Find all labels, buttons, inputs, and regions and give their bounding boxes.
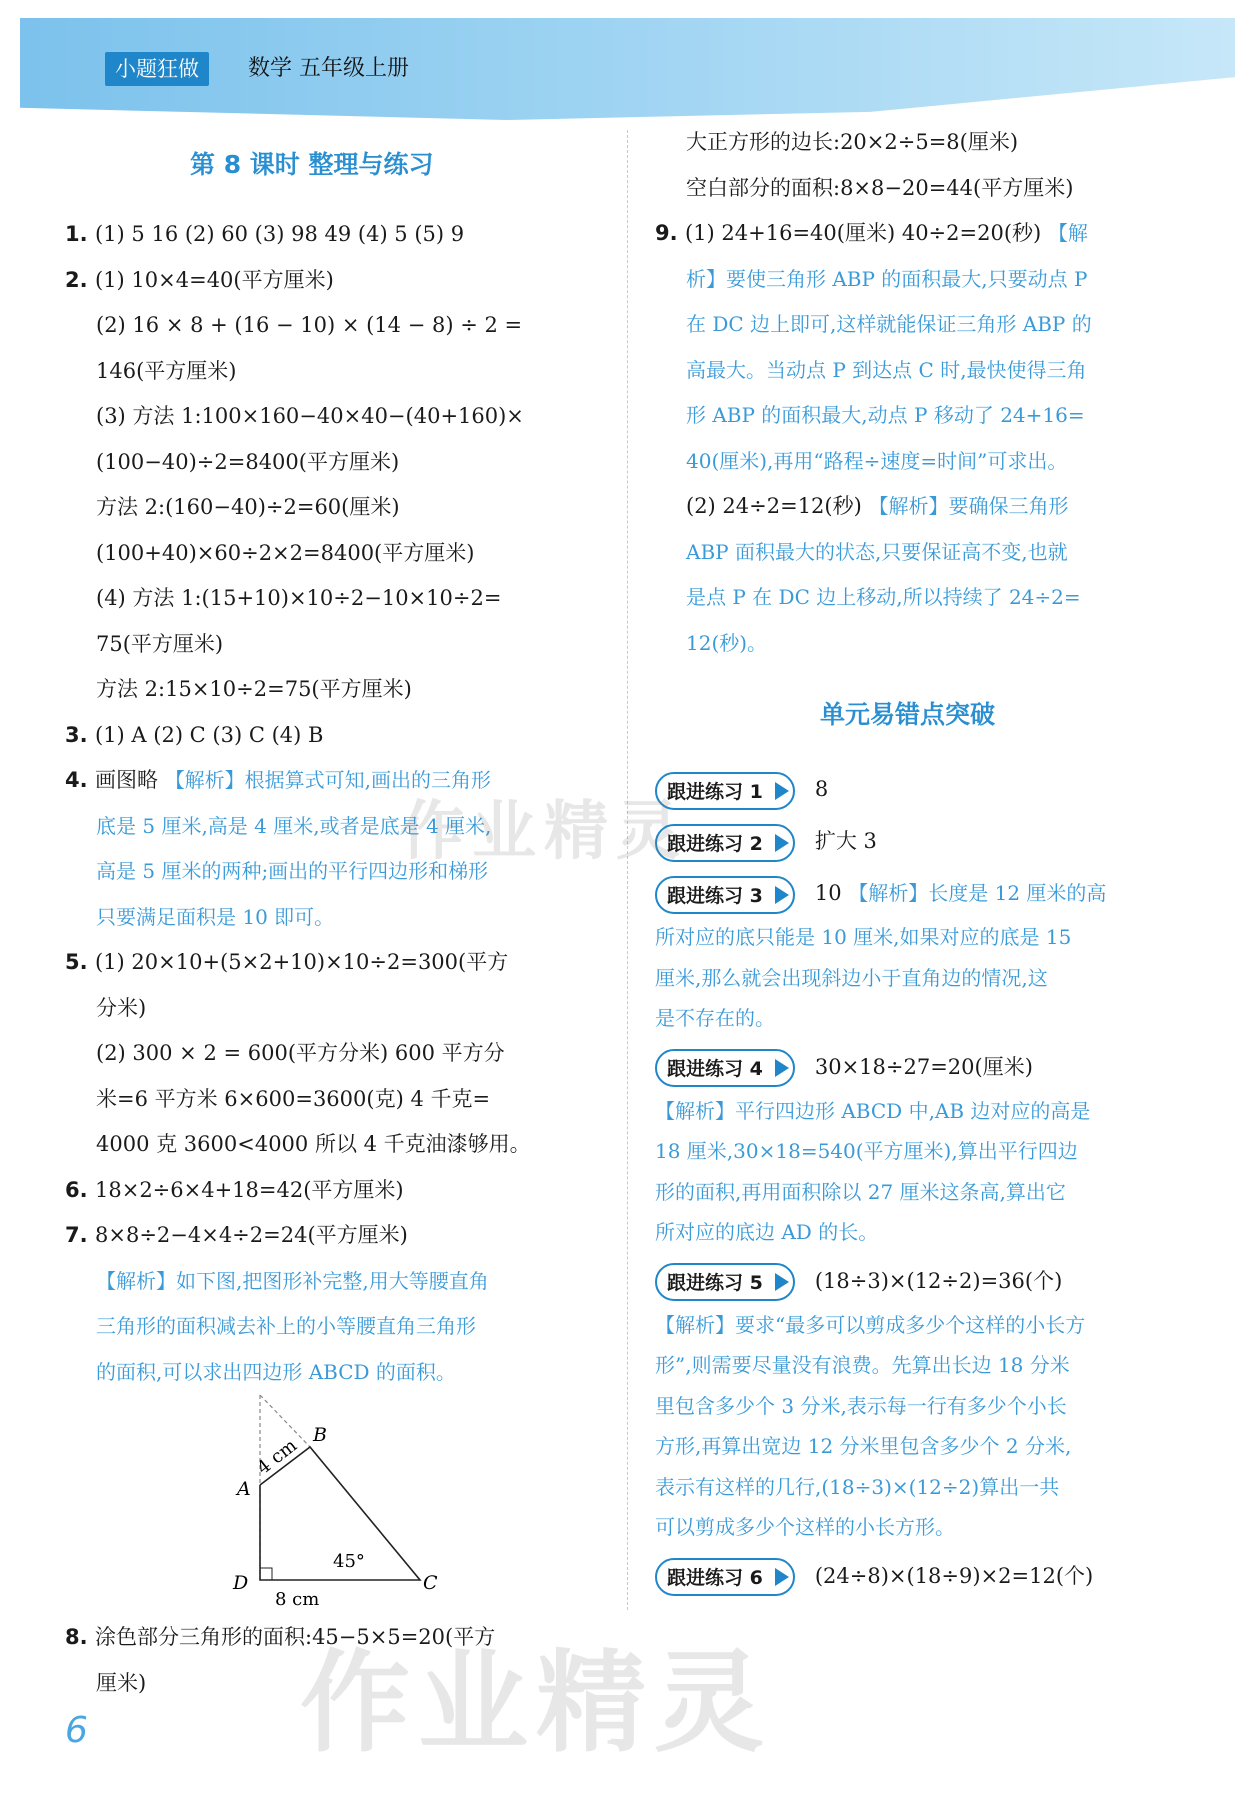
left-line bbox=[65, 1304, 605, 1350]
answer-text: (1) 10×4=40(平方厘米) bbox=[95, 267, 334, 292]
followup-explanation-line bbox=[655, 1345, 1195, 1386]
followup-explanation-line bbox=[655, 1386, 1195, 1427]
label-c: C bbox=[423, 1572, 438, 1594]
right-line bbox=[655, 302, 1195, 348]
answer-text: (1) A (2) C (3) C (4) B bbox=[95, 722, 324, 747]
followup-label-4: 跟进练习 4 bbox=[655, 1049, 795, 1087]
followup-explanation-line bbox=[655, 1426, 1195, 1467]
followup-explanation-line bbox=[655, 1172, 1195, 1213]
followup-explanation-line bbox=[655, 917, 1195, 958]
answer-text: 大正方形的边长:20×2÷5=8(厘米) bbox=[686, 130, 1019, 154]
page-number: 6 bbox=[65, 1710, 88, 1751]
followup-answer: 10 bbox=[814, 881, 842, 905]
left-line bbox=[65, 576, 605, 622]
answer-text: 画图略 bbox=[95, 768, 158, 792]
right-line bbox=[655, 393, 1195, 439]
right-line bbox=[655, 484, 1195, 530]
answer-text: (2) 16 × 8 + (16 − 10) × (14 − 8) ÷ 2 = bbox=[96, 313, 523, 337]
explanation-text: 方形,再算出宽边 12 分米里包含多少个 2 分米, bbox=[655, 1434, 1072, 1458]
explanation-text: 【解析】长度是 12 厘米的高 bbox=[848, 881, 1107, 905]
explanation-text: 三角形的面积减去补上的小等腰直角三角形 bbox=[96, 1314, 476, 1338]
answer-text: (2) 24÷2=12(秒) bbox=[686, 494, 862, 518]
question-number: 6. bbox=[65, 1177, 88, 1202]
right-column-top bbox=[655, 120, 1195, 666]
right-line bbox=[655, 530, 1195, 576]
left-line bbox=[65, 531, 605, 577]
question-number: 8. bbox=[65, 1625, 88, 1649]
left-line bbox=[65, 485, 605, 531]
left-line bbox=[65, 349, 605, 395]
followup-explanation-line bbox=[655, 1091, 1195, 1132]
right-line bbox=[655, 257, 1195, 303]
label-d: D bbox=[233, 1572, 249, 1594]
left-line bbox=[65, 303, 605, 349]
explanation-text: 是点 P 在 DC 边上移动,所以持续了 24÷2= bbox=[686, 585, 1081, 609]
right-line bbox=[655, 621, 1195, 667]
left-line bbox=[65, 258, 605, 304]
followup-item bbox=[655, 765, 1195, 813]
answer-text: 146(平方厘米) bbox=[96, 358, 237, 383]
series-tag: 小题狂做 bbox=[105, 52, 209, 86]
answer-text: 米=6 平方米 6×600=3600(克) 4 千克= bbox=[96, 1086, 491, 1111]
explanation-text: 厘米,那么就会出现斜边小于直角边的情况,这 bbox=[655, 965, 1048, 990]
followup-label-1: 跟进练习 1 bbox=[655, 772, 795, 810]
left-line bbox=[65, 1122, 605, 1168]
question-number: 7. bbox=[65, 1223, 88, 1247]
left-line bbox=[65, 1213, 605, 1259]
explanation-text: 表示有这样的几行,(18÷3)×(12÷2)算出一共 bbox=[655, 1474, 1060, 1499]
question-number: 4. bbox=[65, 768, 88, 792]
angle-label: 45° bbox=[333, 1551, 365, 1572]
right-line bbox=[655, 439, 1195, 485]
question-number: 5. bbox=[65, 950, 88, 974]
explanation-text: 形的面积,再用面积除以 27 厘米这条高,算出它 bbox=[655, 1179, 1066, 1204]
explanation-text: 【解析】要确保三角形 bbox=[868, 494, 1069, 518]
unit-title: 单元易错点突破 bbox=[820, 700, 996, 729]
explanation-text: 【解析】要求“最多可以剪成多少个这样的小长方 bbox=[655, 1312, 1086, 1337]
left-line bbox=[65, 940, 605, 986]
explanation-text: 的面积,可以求出四边形 ABCD 的面积。 bbox=[96, 1359, 456, 1384]
question-number: 9. bbox=[655, 221, 678, 245]
book-subtitle: 数学 五年级上册 bbox=[248, 56, 409, 81]
followup-item bbox=[655, 817, 1195, 865]
side-length-label: 4 cm bbox=[253, 1435, 302, 1479]
quadrilateral-figure bbox=[225, 1395, 450, 1610]
left-line bbox=[65, 1168, 605, 1214]
left-line bbox=[65, 440, 605, 486]
left-line bbox=[65, 394, 605, 440]
followup-explanation-line bbox=[655, 1467, 1195, 1508]
explanation-text: 里包含多少个 3 分米,表示每一行有多少个小长 bbox=[655, 1393, 1067, 1418]
answer-text: 方法 2:(160−40)÷2=60(厘米) bbox=[96, 495, 400, 519]
left-line bbox=[65, 212, 605, 258]
followup-label-6: 跟进练习 6 bbox=[655, 1558, 795, 1596]
right-line bbox=[655, 211, 1195, 257]
lesson-title: 第 8 课时 整理与练习 bbox=[190, 150, 434, 179]
followup-item bbox=[655, 869, 1195, 1039]
answer-text: (100+40)×60÷2×2=8400(平方厘米) bbox=[96, 540, 475, 565]
answer-text: (3) 方法 1:100×160−40×40−(40+160)× bbox=[96, 404, 524, 428]
label-b: B bbox=[313, 1424, 327, 1446]
answer-text: 分米) bbox=[96, 995, 147, 1020]
followup-answer: 扩大 3 bbox=[814, 829, 877, 853]
answer-text: (2) 300 × 2 = 600(平方分米) 600 平方分 bbox=[96, 1041, 505, 1065]
followup-label-5: 跟进练习 5 bbox=[655, 1263, 795, 1301]
watermark-bottom: 作业精灵 bbox=[300, 1639, 772, 1767]
left-line bbox=[65, 622, 605, 668]
right-line bbox=[655, 166, 1195, 212]
left-line bbox=[65, 667, 605, 713]
explanation-text: 只要满足面积是 10 即可。 bbox=[96, 904, 335, 929]
followup-explanation-line bbox=[655, 998, 1195, 1039]
left-line bbox=[65, 1031, 605, 1077]
followup-explanation-line bbox=[655, 958, 1195, 999]
right-line bbox=[655, 120, 1195, 166]
followup-list bbox=[655, 765, 1195, 1604]
explanation-text: 可以剪成多少个这样的小长方形。 bbox=[655, 1515, 955, 1539]
answer-text: 4000 克 3600<4000 所以 4 千克油漆够用。 bbox=[96, 1132, 531, 1156]
explanation-text: 【解 bbox=[1047, 221, 1088, 245]
answer-text: 8×8÷2−4×4÷2=24(平方厘米) bbox=[95, 1223, 408, 1247]
followup-item bbox=[655, 1257, 1195, 1548]
explanation-text: 【解析】根据算式可知,画出的三角形 bbox=[164, 768, 492, 792]
explanation-text: 析】要使三角形 ABP 的面积最大,只要动点 P bbox=[686, 266, 1088, 291]
answer-text: 18×2÷6×4+18=42(平方厘米) bbox=[95, 1177, 404, 1202]
explanation-text: 【解析】如下图,把图形补完整,用大等腰直角 bbox=[96, 1268, 489, 1293]
right-line bbox=[655, 575, 1195, 621]
explanation-text: 高是 5 厘米的两种;画出的平行四边形和梯形 bbox=[96, 859, 489, 883]
watermark-middle: 作业精灵 bbox=[400, 795, 688, 869]
explanation-text: 形 ABP 的面积最大,动点 P 移动了 24+16= bbox=[686, 403, 1085, 427]
right-line bbox=[655, 348, 1195, 394]
explanation-text: 形”,则需要尽量没有浪费。先算出长边 18 分米 bbox=[655, 1353, 1070, 1377]
question-number: 2. bbox=[65, 267, 88, 292]
followup-item bbox=[655, 1552, 1195, 1600]
followup-answer: (18÷3)×(12÷2)=36(个) bbox=[814, 1268, 1063, 1293]
explanation-text: 所对应的底边 AD 的长。 bbox=[655, 1220, 879, 1244]
answer-text: (1) 5 16 (2) 60 (3) 98 49 (4) 5 (5) 9 bbox=[95, 222, 465, 246]
explanation-text: 【解析】平行四边形 ABCD 中,AB 边对应的高是 bbox=[655, 1098, 1091, 1123]
left-line bbox=[65, 1077, 605, 1123]
label-a: A bbox=[237, 1478, 251, 1500]
explanation-text: 在 DC 边上即可,这样就能保证三角形 ABP 的 bbox=[686, 312, 1092, 336]
answer-text: 涂色部分三角形的面积:45−5×5=20(平方 bbox=[95, 1625, 496, 1649]
followup-item bbox=[655, 1043, 1195, 1253]
followup-answer: 30×18÷27=20(厘米) bbox=[814, 1054, 1033, 1079]
answer-text: 方法 2:15×10÷2=75(平方厘米) bbox=[96, 677, 412, 701]
followup-answer: (24÷8)×(18÷9)×2=12(个) bbox=[814, 1563, 1094, 1588]
answer-text: (1) 20×10+(5×2+10)×10÷2=300(平方 bbox=[95, 950, 509, 974]
answer-text: 空白部分的面积:8×8−20=44(平方厘米) bbox=[686, 175, 1074, 200]
answer-text: 厘米) bbox=[96, 1670, 147, 1695]
explanation-text: 高最大。当动点 P 到达点 C 时,最快使得三角 bbox=[686, 357, 1087, 382]
followup-explanation-line bbox=[655, 1305, 1195, 1346]
explanation-text: 所对应的底只能是 10 厘米,如果对应的底是 15 bbox=[655, 925, 1072, 949]
followup-label-3: 跟进练习 3 bbox=[655, 876, 795, 914]
left-line bbox=[65, 1259, 605, 1305]
question-number: 1. bbox=[65, 222, 88, 246]
followup-explanation-line bbox=[655, 1507, 1195, 1548]
followup-label-2: 跟进练习 2 bbox=[655, 824, 795, 862]
explanation-text: 40(厘米),再用“路程÷速度=时间”可求出。 bbox=[686, 448, 1068, 473]
answer-text: (100−40)÷2=8400(平方厘米) bbox=[96, 449, 400, 474]
followup-explanation-line bbox=[655, 1212, 1195, 1253]
left-line bbox=[65, 895, 605, 941]
left-line bbox=[65, 1350, 605, 1396]
explanation-text: 12(秒)。 bbox=[686, 630, 768, 655]
answer-text: 75(平方厘米) bbox=[96, 631, 224, 656]
left-line bbox=[65, 986, 605, 1032]
explanation-text: 底是 5 厘米,高是 4 厘米,或者是底是 4 厘米, bbox=[96, 813, 492, 838]
answer-text: (4) 方法 1:(15+10)×10÷2−10×10÷2= bbox=[96, 586, 502, 610]
followup-explanation-line bbox=[655, 1131, 1195, 1172]
answer-text: (1) 24+16=40(厘米) 40÷2=20(秒) bbox=[685, 221, 1042, 245]
explanation-text: 是不存在的。 bbox=[655, 1006, 775, 1030]
explanation-text: 18 厘米,30×18=540(平方厘米),算出平行四边 bbox=[655, 1139, 1078, 1163]
explanation-text: ABP 面积最大的状态,只要保证高不变,也就 bbox=[686, 539, 1068, 564]
followup-answer: 8 bbox=[814, 777, 829, 801]
left-line bbox=[65, 713, 605, 759]
base-length-label: 8 cm bbox=[275, 1589, 320, 1610]
question-number: 3. bbox=[65, 722, 88, 747]
